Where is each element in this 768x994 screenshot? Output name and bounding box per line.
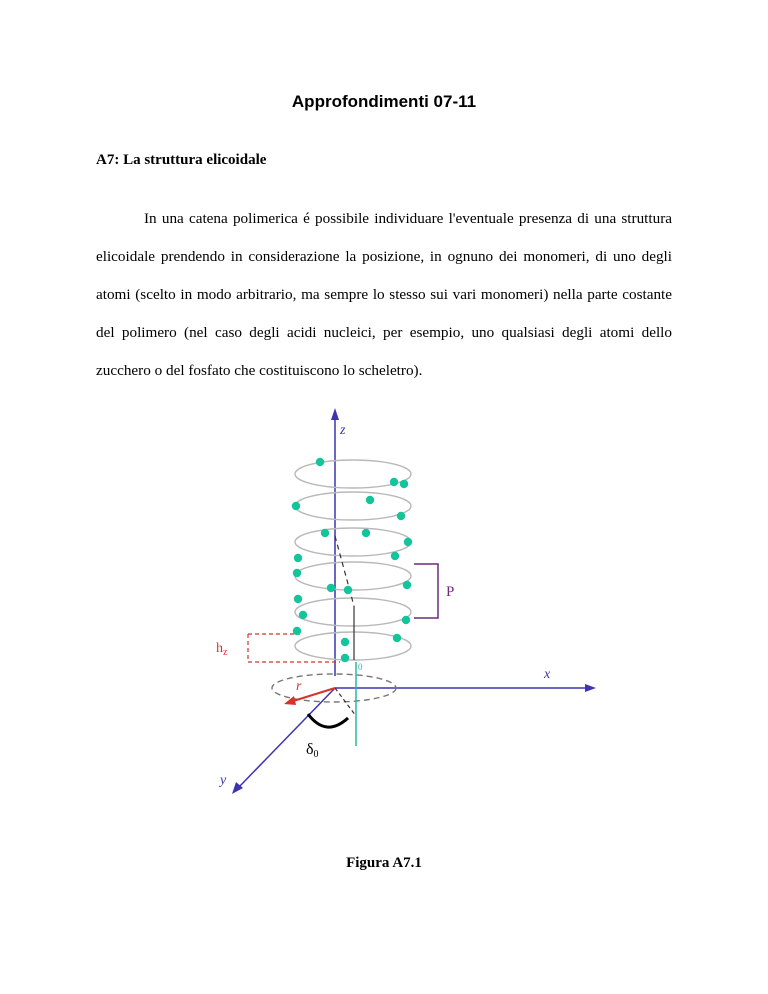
atom: [299, 611, 307, 619]
y-axis-label: y: [220, 773, 227, 788]
figure-caption: Figura A7.1: [346, 855, 422, 871]
atom: [390, 478, 398, 486]
helix-figure: [208, 376, 601, 834]
atom: [402, 616, 410, 624]
section-heading: A7: La struttura elicoidale: [96, 152, 267, 168]
pitch-bracket: [414, 564, 438, 618]
helix-axis-dashed: [335, 536, 354, 606]
atom: [393, 634, 401, 642]
helix-coils: [295, 460, 411, 660]
atom: [294, 595, 302, 603]
helix-diagram: [208, 376, 601, 834]
z-axis-arrow: [331, 408, 339, 420]
atom: [397, 512, 405, 520]
atom: [341, 654, 349, 662]
atom: [344, 586, 352, 594]
radius-label: r: [296, 679, 302, 694]
x-axis-label: x: [544, 667, 551, 682]
atom: [403, 581, 411, 589]
atom: [362, 529, 370, 537]
atom: [391, 552, 399, 560]
atom: [294, 554, 302, 562]
z-axis-label: z: [340, 423, 346, 438]
atom: [316, 458, 324, 466]
atom: [293, 627, 301, 635]
atom: [400, 480, 408, 488]
atom: [292, 502, 300, 510]
body-paragraph: In una catena polimerica é possibile individuare l'eventuale presenza di una struttura elicoidale prendendo in considerazione la posizione, in ognuno dei monomeri, di uno degli atomi (scelto in modo arbitrario, ma sempre lo stesso sui vari monomeri) nella parte costante del polimero (nel caso degli acidi nucleici, per esempio, uno qualsiasi degli atomi dello zucchero o del fosfato che costituiscono lo scheletro).: [96, 210, 672, 379]
angle-symbol: δ: [306, 741, 314, 758]
origin-subscript: 0: [358, 662, 363, 672]
atom: [321, 529, 329, 537]
document-title: Approfondimenti 07-11: [291, 92, 477, 111]
angle-label: [306, 741, 319, 760]
pitch-label: P: [446, 584, 455, 600]
atom: [327, 584, 335, 592]
atom: [293, 569, 301, 577]
height-subscript: z: [223, 647, 228, 658]
height-symbol: h: [216, 641, 223, 656]
angle-subscript: 0: [313, 749, 319, 760]
atom: [404, 538, 412, 546]
angle-arc: [308, 714, 348, 727]
atom: [366, 496, 374, 504]
height-label: [216, 641, 228, 658]
x-axis-arrow: [585, 684, 596, 692]
atom: [341, 638, 349, 646]
